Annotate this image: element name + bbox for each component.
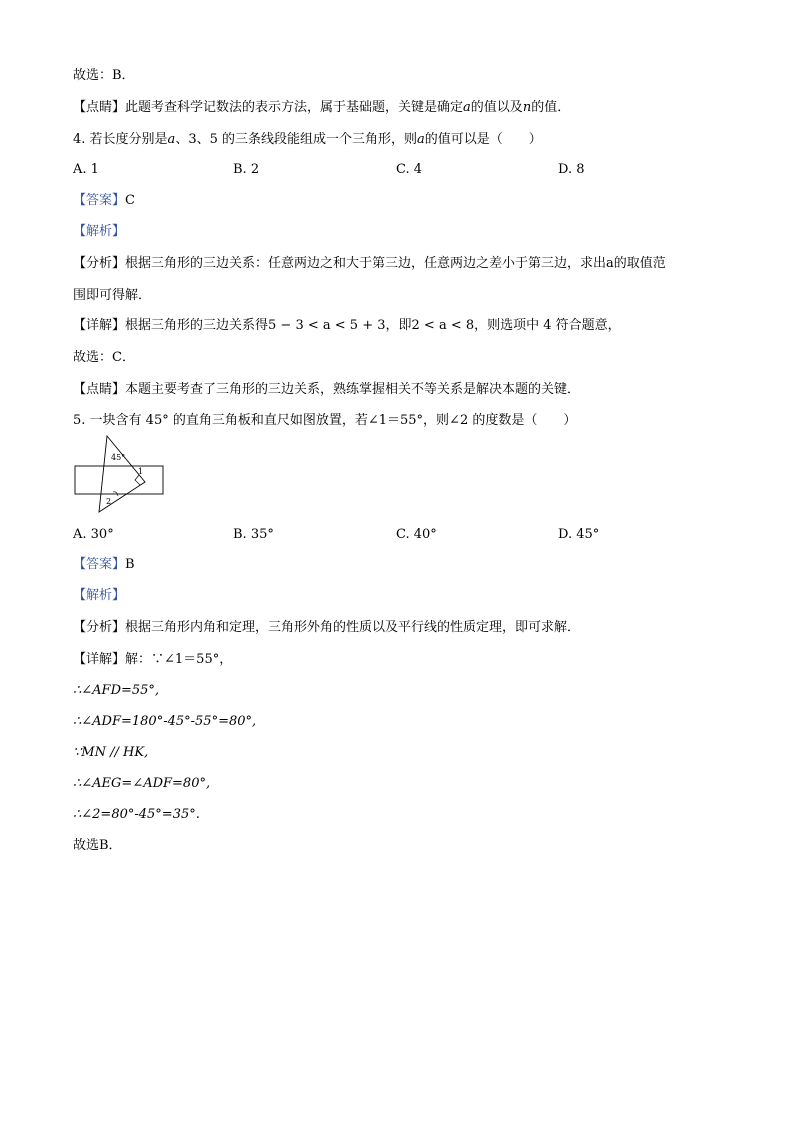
q4-option-b: B. 2 bbox=[233, 162, 260, 177]
ruler-shape bbox=[75, 466, 163, 494]
right-angle-mark bbox=[135, 475, 140, 485]
q5-answer-tag: 【答案】 bbox=[73, 557, 126, 572]
q4-answer-tag: 【答案】 bbox=[73, 193, 126, 208]
q5-answer-value: B bbox=[125, 557, 135, 572]
q4-fenxi-1: 根据三角形的三边关系：任意两边之和大于第三边，任意两边之差小于第三边，求出a的取值范 bbox=[125, 256, 666, 271]
q5-step-1: ∴∠AFD=55°, bbox=[73, 683, 160, 698]
q4-inequality-2: 2 < a < 8 bbox=[411, 318, 475, 333]
q5-detail-tag: 【详解】 bbox=[73, 652, 126, 667]
q5-stem: 5. 一块含有 45° 的直角三角板和直尺如图放置，若∠1＝55°，则∠2 的度数是（ ） bbox=[73, 413, 577, 428]
q4-var-a2: a bbox=[417, 132, 425, 147]
q4-var-a: a bbox=[167, 132, 176, 147]
dianjing-text-c: 的值． bbox=[531, 100, 571, 115]
q4-fenxi bbox=[73, 256, 666, 272]
q5-analysis-tag: 【解析】 bbox=[73, 588, 126, 603]
q4-stem bbox=[73, 132, 542, 148]
q5-step-2: ∴∠ADF=180°-45°-55°=80°, bbox=[73, 714, 257, 729]
q4-fenxi-tag: 【分析】 bbox=[73, 256, 126, 271]
q4-option-d: D. 8 bbox=[558, 162, 585, 177]
q4-detail-tag: 【详解】 bbox=[73, 318, 126, 333]
q4-stem-b: 、3、5 的三条线段能组成一个三角形，则 bbox=[175, 132, 417, 147]
q5-step-3: ∵MN // HK, bbox=[73, 745, 149, 760]
q4-dianjing-tag: 【点睛】 bbox=[73, 382, 126, 397]
q4-dianjing bbox=[73, 382, 580, 398]
q4-detail-b: ，即 bbox=[385, 318, 412, 333]
q4-conclusion: 故选：C． bbox=[73, 350, 135, 365]
q5-option-d: D. 45° bbox=[558, 527, 600, 542]
q5-option-c: C. 40° bbox=[396, 527, 437, 542]
q5-option-a: A. 30° bbox=[73, 527, 114, 542]
q5-conclusion: 故选B． bbox=[73, 838, 122, 853]
q4-dianjing-text: 本题主要考查了三角形的三边关系，熟练掌握相关不等关系是解决本题的关键． bbox=[125, 382, 581, 397]
q4-analysis-tag: 【解析】 bbox=[73, 224, 126, 239]
var-a: a bbox=[463, 100, 471, 115]
q5-fenxi-tag: 【分析】 bbox=[73, 620, 126, 635]
q5-step-4: ∴∠AEG=∠ADF=80°, bbox=[73, 776, 211, 791]
dianjing-tag: 【点睛】 bbox=[73, 100, 126, 115]
prev-conclusion: 故选：B． bbox=[73, 68, 135, 83]
q4-detail bbox=[73, 318, 621, 334]
q4-inequality-1: 5 − 3 < a < 5 + 3 bbox=[268, 318, 386, 333]
q4-detail-c: ，则选项中 4 符合题意， bbox=[474, 318, 621, 333]
q4-stem-c: 的值可以是（ ） bbox=[424, 132, 542, 147]
q5-fenxi-text: 根据三角形内角和定理，三角形外角的性质以及平行线的性质定理，即可求解． bbox=[125, 620, 581, 635]
var-n: n bbox=[522, 100, 532, 115]
q5-fenxi bbox=[73, 620, 580, 636]
dianjing-text-a: 此题考查科学记数法的表示方法，属于基础题，关键是确定 bbox=[125, 100, 464, 115]
q4-option-a: A. 1 bbox=[73, 162, 99, 177]
label-angle-2: 2 bbox=[106, 497, 112, 506]
q4-analysis-heading bbox=[73, 224, 125, 240]
label-45: 45° bbox=[111, 453, 126, 462]
label-angle-1: 1 bbox=[138, 467, 144, 476]
q5-detail-text: 解：∵∠1＝55°， bbox=[125, 652, 233, 667]
q4-option-c: C. 4 bbox=[396, 162, 423, 177]
prev-dianjing bbox=[73, 100, 570, 116]
q5-answer bbox=[73, 557, 135, 573]
q5-option-b: B. 35° bbox=[233, 527, 274, 542]
q5-analysis-heading bbox=[73, 588, 125, 604]
q4-fenxi-cont: 围即可得解． bbox=[73, 288, 152, 303]
q4-answer bbox=[73, 193, 135, 209]
q5-detail bbox=[73, 652, 232, 668]
q4-detail-a: 根据三角形的三边关系得 bbox=[125, 318, 269, 333]
dianjing-text-b: 的值以及 bbox=[470, 100, 523, 115]
triangle-ruler-figure bbox=[73, 434, 167, 516]
q4-answer-value: C bbox=[125, 193, 135, 208]
q5-step-5: ∴∠2=80°-45°=35°. bbox=[73, 807, 200, 822]
q4-stem-a: 4. 若长度分别是 bbox=[73, 132, 168, 147]
